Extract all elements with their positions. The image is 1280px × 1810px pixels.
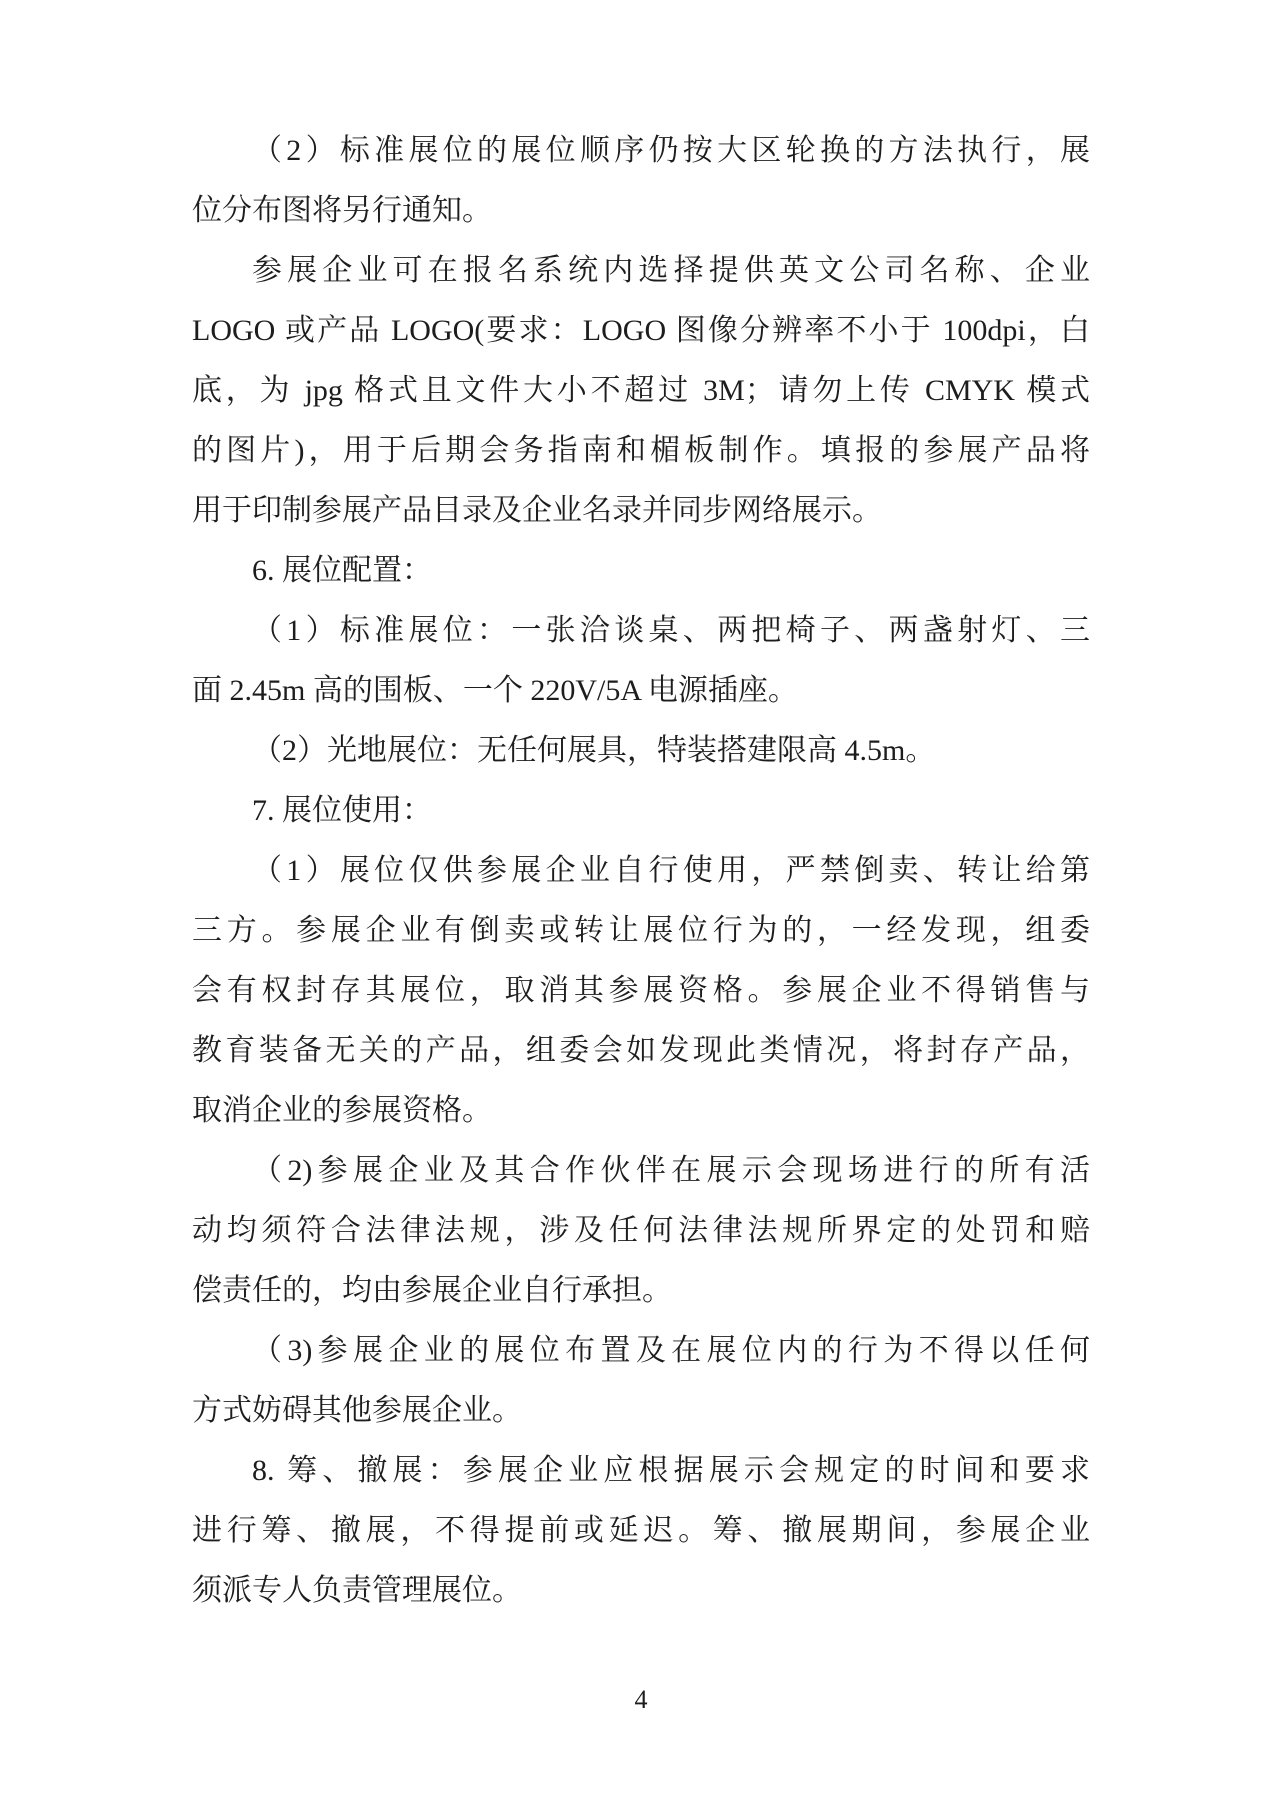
text-line: 取消企业的参展资格。 [192, 1094, 492, 1127]
text-line: 用于印制参展产品目录及企业名录并同步网络展示。 [192, 494, 882, 527]
text-line-heading: 8. 筹、撤展：参展企业应根据展示会规定的时间和要求 [252, 1454, 1090, 1487]
text-line-heading: 7. 展位使用： [252, 794, 432, 827]
text-line: 底，为 jpg 格式且文件大小不超过 3M；请勿上传 CMYK 模式 [192, 374, 1090, 407]
text-line: 位分布图将另行通知。 [192, 194, 492, 227]
text-line: 进行筹、撤展，不得提前或延迟。筹、撤展期间，参展企业 [192, 1514, 1090, 1547]
text-line-heading: 6. 展位配置： [252, 554, 432, 587]
text-line: （1）展位仅供参展企业自行使用，严禁倒卖、转让给第 [252, 854, 1090, 887]
text-line: 会有权封存其展位，取消其参展资格。参展企业不得销售与 [192, 974, 1090, 1007]
text-line: 动均须符合法律法规，涉及任何法律法规所界定的处罚和赔 [192, 1214, 1090, 1247]
text-line: （2)参展企业及其合作伙伴在展示会现场进行的所有活 [252, 1154, 1090, 1187]
text-line: 教育装备无关的产品，组委会如发现此类情况，将封存产品， [192, 1034, 1090, 1067]
text-line: 的图片)，用于后期会务指南和楣板制作。填报的参展产品将 [192, 434, 1090, 467]
text-line: （3)参展企业的展位布置及在展位内的行为不得以任何 [252, 1334, 1090, 1367]
page-number: 4 [634, 1685, 648, 1714]
text-line: （1）标准展位：一张洽谈桌、两把椅子、两盏射灯、三 [252, 614, 1090, 647]
text-line: LOGO 或产品 LOGO(要求：LOGO 图像分辨率不小于 100dpi，白 [192, 314, 1090, 347]
text-line: 三方。参展企业有倒卖或转让展位行为的，一经发现，组委 [192, 914, 1090, 947]
text-line: （2）标准展位的展位顺序仍按大区轮换的方法执行，展 [252, 134, 1090, 167]
text-line: 参展企业可在报名系统内选择提供英文公司名称、企业 [252, 254, 1090, 287]
text-line: 面 2.45m 高的围板、一个 220V/5A 电源插座。 [192, 674, 798, 707]
text-line: 须派专人负责管理展位。 [192, 1574, 522, 1607]
text-line: （2）光地展位：无任何展具，特装搭建限高 4.5m。 [252, 734, 936, 767]
document-text-block [192, 121, 1090, 1621]
text-line: 方式妨碍其他参展企业。 [192, 1394, 522, 1427]
text-line: 偿责任的，均由参展企业自行承担。 [192, 1274, 672, 1307]
